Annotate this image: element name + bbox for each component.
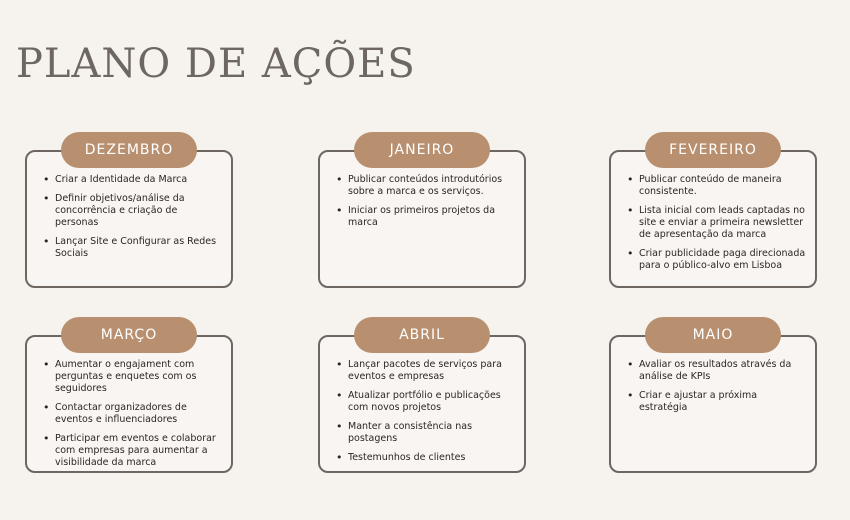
card-fevereiro [609, 142, 817, 288]
month-pill: JANEIRO [354, 132, 490, 168]
card-maio [609, 327, 817, 473]
list-item: • Testemunhos de clientes [336, 452, 516, 464]
action-list [627, 174, 807, 279]
card-abril [318, 327, 526, 473]
action-list [336, 359, 516, 471]
month-pill: DEZEMBRO [61, 132, 197, 168]
list-item: • Definir objetivos/análise da concorrência e criação de personas [43, 193, 223, 229]
month-pill: ABRIL [354, 317, 490, 353]
list-item: • Lista inicial com leads captadas no site e enviar a primeira newsletter de apresentação da marca [627, 205, 807, 241]
list-item: • Manter a consistência nas postagens [336, 421, 516, 445]
list-item: • Lançar pacotes de serviços para eventos e empresas [336, 359, 516, 383]
month-pill: MAIO [645, 317, 781, 353]
month-pill: MARÇO [61, 317, 197, 353]
page-title: PLANO DE AÇÕES [16, 41, 416, 87]
action-list [336, 174, 516, 236]
list-item: • Criar a Identidade da Marca [43, 174, 223, 186]
list-item: • Avaliar os resultados através da análise de KPIs [627, 359, 807, 383]
list-item: • Iniciar os primeiros projetos da marca [336, 205, 516, 229]
card-dezembro [25, 142, 233, 288]
action-list [627, 359, 807, 421]
card-janeiro [318, 142, 526, 288]
month-pill: FEVEREIRO [645, 132, 781, 168]
list-item: • Atualizar portfólio e publicações com novos projetos [336, 390, 516, 414]
list-item: • Contactar organizadores de eventos e influenciadores [43, 402, 223, 426]
list-item: • Criar publicidade paga direcionada para o público-alvo em Lisboa [627, 248, 807, 272]
list-item: • Publicar conteúdos introdutórios sobre a marca e os serviços. [336, 174, 516, 198]
card-marco [25, 327, 233, 473]
action-list [43, 359, 223, 476]
list-item: • Lançar Site e Configurar as Redes Sociais [43, 236, 223, 260]
action-list [43, 174, 223, 267]
list-item: • Publicar conteúdo de maneira consistente. [627, 174, 807, 198]
list-item: • Participar em eventos e colaborar com empresas para aumentar a visibilidade da marca [43, 433, 223, 469]
list-item: • Aumentar o engajament com perguntas e enquetes com os seguidores [43, 359, 223, 395]
list-item: • Criar e ajustar a próxima estratégia [627, 390, 807, 414]
